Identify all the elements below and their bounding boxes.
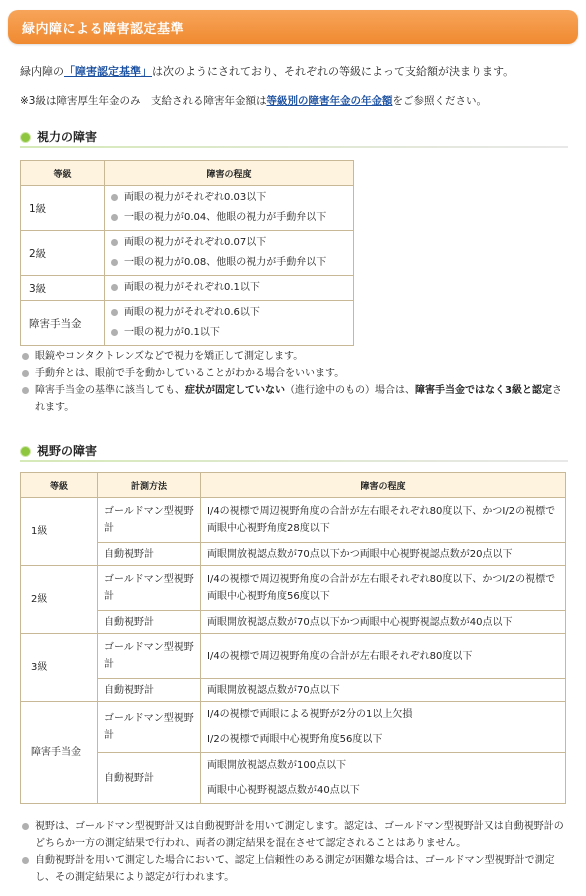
condition-item: 両眼の視力がそれぞれ0.1以下 — [124, 282, 260, 293]
table-row — [21, 301, 354, 346]
table-header-row — [21, 473, 566, 498]
bullet-icon — [111, 309, 118, 316]
table-row — [21, 702, 566, 753]
bullet-icon — [22, 823, 29, 830]
header-degree: 障害の程度 — [105, 161, 354, 186]
condition-item: 一眼の視力が0.1以下 — [124, 327, 220, 338]
header-bar — [8, 10, 578, 44]
condition-cell — [105, 186, 354, 231]
pension-amount-link[interactable]: 等級別の障害年金の年金額 — [266, 95, 393, 107]
table-row — [21, 634, 566, 679]
degree-line: I/4の視標で両眼による視野が2分の1以上欠損 — [207, 709, 413, 720]
method-cell: ゴールドマン型視野計 — [98, 702, 201, 753]
method-cell: 自動視野計 — [98, 611, 201, 634]
bullet-icon — [111, 239, 118, 246]
vision-notes — [22, 348, 570, 416]
condition-cell — [105, 231, 354, 276]
condition-cell — [105, 276, 354, 301]
header-grade: 等級 — [21, 473, 98, 498]
table-row — [21, 276, 354, 301]
note-bold: 症状が固定していない — [185, 385, 285, 396]
condition-cell — [105, 301, 354, 346]
section-divider — [20, 460, 568, 462]
note-text: 視野は、ゴールドマン型視野計又は自動視野計を用いて測定します。認定は、ゴールドマン型視野計又は自動視野計のどちらか一方の測定結果で行われ、両者の測定結果を混在させて認定されることはありません。 — [35, 821, 564, 849]
bullet-icon — [111, 284, 118, 291]
condition-item: 一眼の視力が0.04、他眼の視力が手動弁以下 — [124, 212, 327, 223]
method-cell: 自動視野計 — [98, 679, 201, 702]
method-cell: ゴールドマン型視野計 — [98, 498, 201, 543]
table-row — [21, 679, 566, 702]
note-item — [22, 852, 570, 886]
degree-cell: 両眼開放視認点数が70点以下かつ両眼中心視野視認点数が20点以下 — [201, 543, 566, 566]
green-dot-icon — [20, 132, 31, 143]
bullet-icon — [22, 353, 29, 360]
note-prefix: ※3級は障害厚生年金のみ 支給される障害年金額は — [20, 95, 267, 107]
visual-field-notes — [22, 818, 570, 886]
table-row — [21, 566, 566, 611]
table-row — [21, 231, 354, 276]
condition-item: 一眼の視力が0.08、他眼の視力が手動弁以下 — [124, 257, 327, 268]
method-cell: ゴールドマン型視野計 — [98, 634, 201, 679]
table-header-row — [21, 161, 354, 186]
degree-cell: I/4の視標で周辺視野角度の合計が左右眼それぞれ80度以下、かつI/2の視標で両眼中心視野角度28度以下 — [201, 498, 566, 543]
section-title-visual-field — [20, 442, 97, 459]
degree-cell: 両眼開放視認点数が70点以下かつ両眼中心視野視認点数が40点以下 — [201, 611, 566, 634]
grade-cell: 1級 — [21, 186, 105, 231]
note-item — [22, 348, 570, 365]
degree-cell: I/4の視標で周辺視野角度の合計が左右眼それぞれ80度以下 — [201, 634, 566, 679]
bullet-icon — [22, 387, 29, 394]
visual-field-table — [20, 472, 566, 804]
note-text: 自動視野計を用いて測定した場合において、認定上信頼性のある測定が困難な場合は、ゴールドマン型視野計で測定し、その測定結果により認定が行われます。 — [35, 855, 555, 883]
method-cell: ゴールドマン型視野計 — [98, 566, 201, 611]
table-row — [21, 498, 566, 543]
header-grade: 等級 — [21, 161, 105, 186]
bullet-icon — [111, 259, 118, 266]
note-item — [22, 382, 570, 416]
note-item — [22, 818, 570, 852]
section-divider — [20, 146, 568, 148]
degree-line: 両眼中心視野視認点数が40点以下 — [207, 785, 360, 796]
table-row — [21, 543, 566, 566]
note-item — [22, 365, 570, 382]
intro-prefix: 緑内障の — [20, 65, 64, 78]
bullet-icon — [111, 194, 118, 201]
note-text — [20, 93, 576, 109]
grade-cell: 3級 — [21, 276, 105, 301]
header-degree: 障害の程度 — [201, 473, 566, 498]
section-title-vision — [20, 128, 97, 145]
degree-cell: 両眼開放視認点数が70点以下 — [201, 679, 566, 702]
bullet-icon — [111, 329, 118, 336]
degree-line: I/2の視標で両眼中心視野角度56度以下 — [207, 734, 383, 745]
grade-cell: 2級 — [21, 231, 105, 276]
grade-cell: 3級 — [21, 634, 98, 702]
bullet-icon — [22, 370, 29, 377]
note-suffix: をご参照ください。 — [392, 95, 487, 107]
section-title-text: 視野の障害 — [37, 444, 98, 458]
condition-item: 両眼の視力がそれぞれ0.07以下 — [124, 237, 267, 248]
grade-cell: 2級 — [21, 566, 98, 634]
degree-cell — [201, 702, 566, 753]
degree-line: 両眼開放視認点数が100点以下 — [207, 760, 347, 771]
table-row — [21, 611, 566, 634]
grade-cell — [21, 702, 98, 804]
bullet-icon — [111, 214, 118, 221]
table-row — [21, 186, 354, 231]
note-text — [35, 382, 570, 416]
intro-text — [20, 64, 576, 80]
condition-item: 両眼の視力がそれぞれ0.6以下 — [124, 307, 260, 318]
note-part: されます。 — [35, 385, 562, 413]
note-text: 手動弁とは、眼前で手を動かしていることがわかる場合をいいます。 — [35, 368, 345, 379]
note-text: 眼鏡やコンタクトレンズなどで視力を矯正して測定します。 — [35, 351, 304, 362]
intro-suffix: は次のようにされており、それぞれの等級によって支給額が決まります。 — [152, 65, 515, 78]
degree-cell — [201, 753, 566, 804]
grade-cell: 障害手当金 — [21, 301, 105, 346]
method-cell: 自動視野計 — [98, 753, 201, 804]
section-title-text: 視力の障害 — [37, 130, 98, 144]
grade-cell: 1級 — [21, 498, 98, 566]
degree-cell: I/4の視標で周辺視野角度の合計が左右眼それぞれ80度以下、かつI/2の視標で両眼中心視野角度56度以下 — [201, 566, 566, 611]
green-dot-icon — [20, 446, 31, 457]
note-bold: 障害手当金ではなく3級と認定 — [415, 385, 552, 396]
criteria-link[interactable]: 「障害認定基準」 — [64, 65, 152, 78]
note-part: （進行途中のもの）場合は、 — [285, 385, 415, 396]
bullet-icon — [22, 857, 29, 864]
table-row — [21, 753, 566, 804]
method-cell: 自動視野計 — [98, 543, 201, 566]
grade-text: 障害手当金 — [31, 747, 81, 758]
page-title: 緑内障による障害認定基準 — [22, 22, 185, 37]
header-method: 計測方法 — [98, 473, 201, 498]
vision-table — [20, 160, 354, 346]
note-part: 障害手当金の基準に該当しても、 — [35, 385, 185, 396]
condition-item: 両眼の視力がそれぞれ0.03以下 — [124, 192, 267, 203]
